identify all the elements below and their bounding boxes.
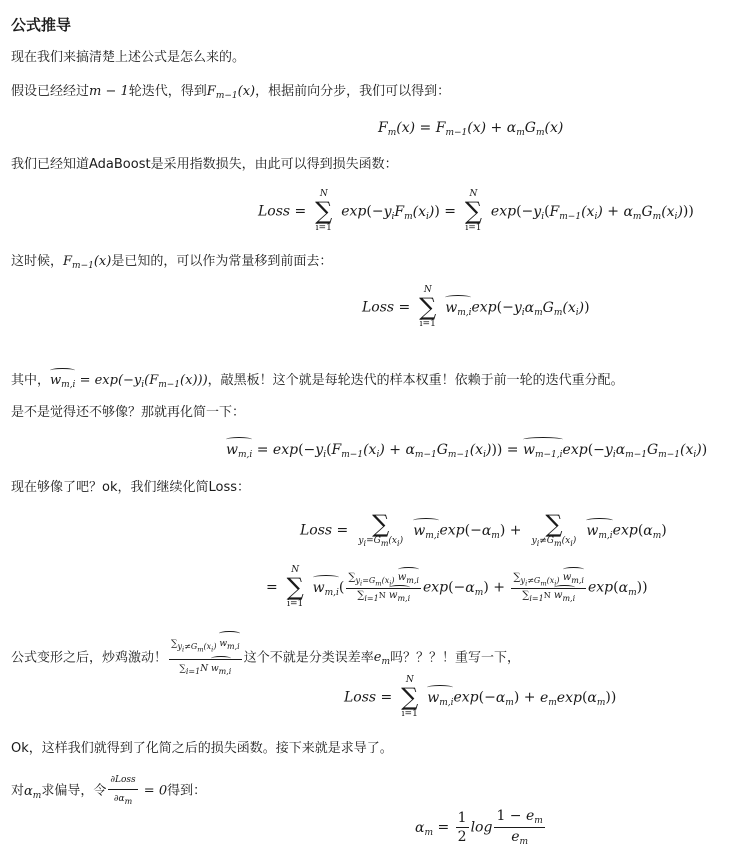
sum-symbol: N ∑ i=1: [419, 285, 437, 329]
math-weight-def: = $\exp(-y_i(F_{m-1}(x)))$: [75, 373, 208, 390]
equation-weight-recursion: $w_{m,i} = \exp(-y_i(F_{m-1}(x_i) + \alpha_{m-1}G_{m-1}(x_i))) = w_{m-1,i}\exp(-y_i\alpha_{m-1}G_{m-1}(x_i))$: [226, 442, 708, 460]
sum-symbol: N ∑ i=1: [286, 565, 304, 609]
sum-symbol: N ∑ i=1: [315, 189, 333, 233]
equation-forward-stage: $F_m(x) = F_{m-1}(x) + \alpha_mG_m(x)$: [378, 120, 564, 138]
fraction: $\frac{\sum_{y_i\ne G_m(x_i)} w_{m,i}}{\sum_{i=1}N w_{m,i}}$: [513, 571, 584, 604]
text-segment: 吗？？？！重写一下，: [389, 650, 520, 666]
math-alpha-m: $\alpha_m$: [24, 783, 42, 801]
fraction: $\frac{\sum_{y_i=G_m(x_i)} w_{m,i}}{\sum_{i=1}N w_{m,i}}$: [348, 571, 419, 604]
math-e-m: $e_m$: [373, 650, 390, 668]
text-segment: 这个不就是分类误差率: [243, 650, 374, 666]
math-F-m-1-x: $F_{m-1}(x)$: [63, 254, 112, 271]
paragraph-error-rate: [11, 636, 520, 680]
text-segment: 这时候，: [11, 254, 64, 269]
text-segment: 得到：: [167, 783, 207, 799]
paragraph-continue: 现在够像了吧？ok，我们继续化简Loss：: [11, 480, 250, 495]
equation-alpha: $\alpha_m$ = $\frac{1}{2}$ log $\frac{1 - e_m}{e_m}$: [415, 808, 543, 847]
sum-symbol: ∑ yi≠Gm(xi): [531, 510, 577, 548]
paragraph-simplify: 是不是觉得还不够像？那就再化简一下：: [11, 405, 246, 420]
text-segment: 对: [11, 783, 25, 799]
equation-loss-split: Loss = ∑ yi=Gm(xi) $w_{m,i}\exp(-\alpha_m)$ + ∑ yi≠Gm(xi) $w_{m,i}\exp(\alpha_m)$: [300, 510, 667, 548]
math-partial-fraction: $\frac{\text{∂Loss}}{\partial\alpha m}$: [108, 772, 137, 810]
paragraph-intro: 现在我们来搞清楚上述公式是怎么来的。: [11, 50, 246, 65]
equation-loss-2: Loss = N ∑ i=1 $w_{m,i}\exp(-y_i\alpha_mG_m(x_i))$: [362, 285, 590, 329]
paragraph-adaboost-loss: 我们已经知道AdaBoost是采用指数损失，由此可以得到损失函数：: [11, 157, 398, 172]
text-segment: 其中，: [11, 373, 51, 388]
math-m-minus-1: m − 1: [89, 84, 129, 99]
math-error-fraction: $\frac{\sum y_i\ne G_m(x_i) wm,i}{\text{∑i=1N wm,i}}$: [169, 636, 242, 680]
text-segment: ，根据前向分步，我们可以得到：: [255, 84, 451, 99]
equation-loss-final: Loss = N ∑ i=1 $w_{m,i}\exp(-\alpha_m) + e_m\exp(\alpha_m)$): [344, 675, 617, 719]
math-eq-zero: = 0: [139, 783, 168, 799]
paragraph-partial: [11, 772, 206, 810]
equation-loss-normalized: = N ∑ i=1 $w_{m,i}$( $\frac{\sum_{y_i=G_m(x_i)} w_{m,i}}{\sum_{i=1}N w_{m,i}}$ $\exp(-\alpha_m)$ + $\frac{\sum_{y_i\ne G_m(x_i)} w_{m,i}}{\sum_{i=1}N w_{m,i}}$ $\exp(\alpha_m)$): [266, 565, 648, 609]
text-segment: 求偏导，令: [41, 783, 107, 799]
text-segment: 假设已经经过: [11, 84, 90, 99]
paragraph-weights: [11, 373, 624, 393]
paragraph-derivative: Ok，这样我们就得到了化简之后的损失函数。接下来就是求导了。: [11, 741, 393, 756]
text-segment: 公式变形之后，炒鸡激动！: [11, 650, 168, 666]
sum-symbol: ∑ yi=Gm(xi): [358, 510, 404, 548]
text-segment: ，敲黑板！这个就是每轮迭代的样本权重！依赖于前一轮的迭代重分配。: [207, 373, 624, 388]
text-segment: 轮迭代，得到: [128, 84, 207, 99]
fraction-half: $\frac{1}{2}$: [457, 810, 467, 845]
math-F-m-1-x: $F_{m-1}(x)$: [206, 84, 256, 101]
equation-loss-1: Loss = N ∑ i=1 $\exp(-y_iF_m(x_i))$ = N ∑ i=1 $\exp(-y_i(F_{m-1}(x_i) + \alpha_mG_m(x_i)))$: [258, 189, 694, 233]
section-heading: 公式推导: [11, 16, 72, 34]
paragraph-assume: [11, 84, 450, 104]
math-w-mi: $w_{m,i}$: [50, 373, 75, 393]
sum-symbol: N ∑ i=1: [401, 675, 419, 719]
text-segment: 是已知的，可以作为常量移到前面去：: [111, 254, 333, 269]
paragraph-constant: [11, 254, 332, 274]
sum-symbol: N ∑ i=1: [464, 189, 483, 233]
fraction-error: $\frac{1 - e_m}{e_m}$: [496, 808, 543, 847]
